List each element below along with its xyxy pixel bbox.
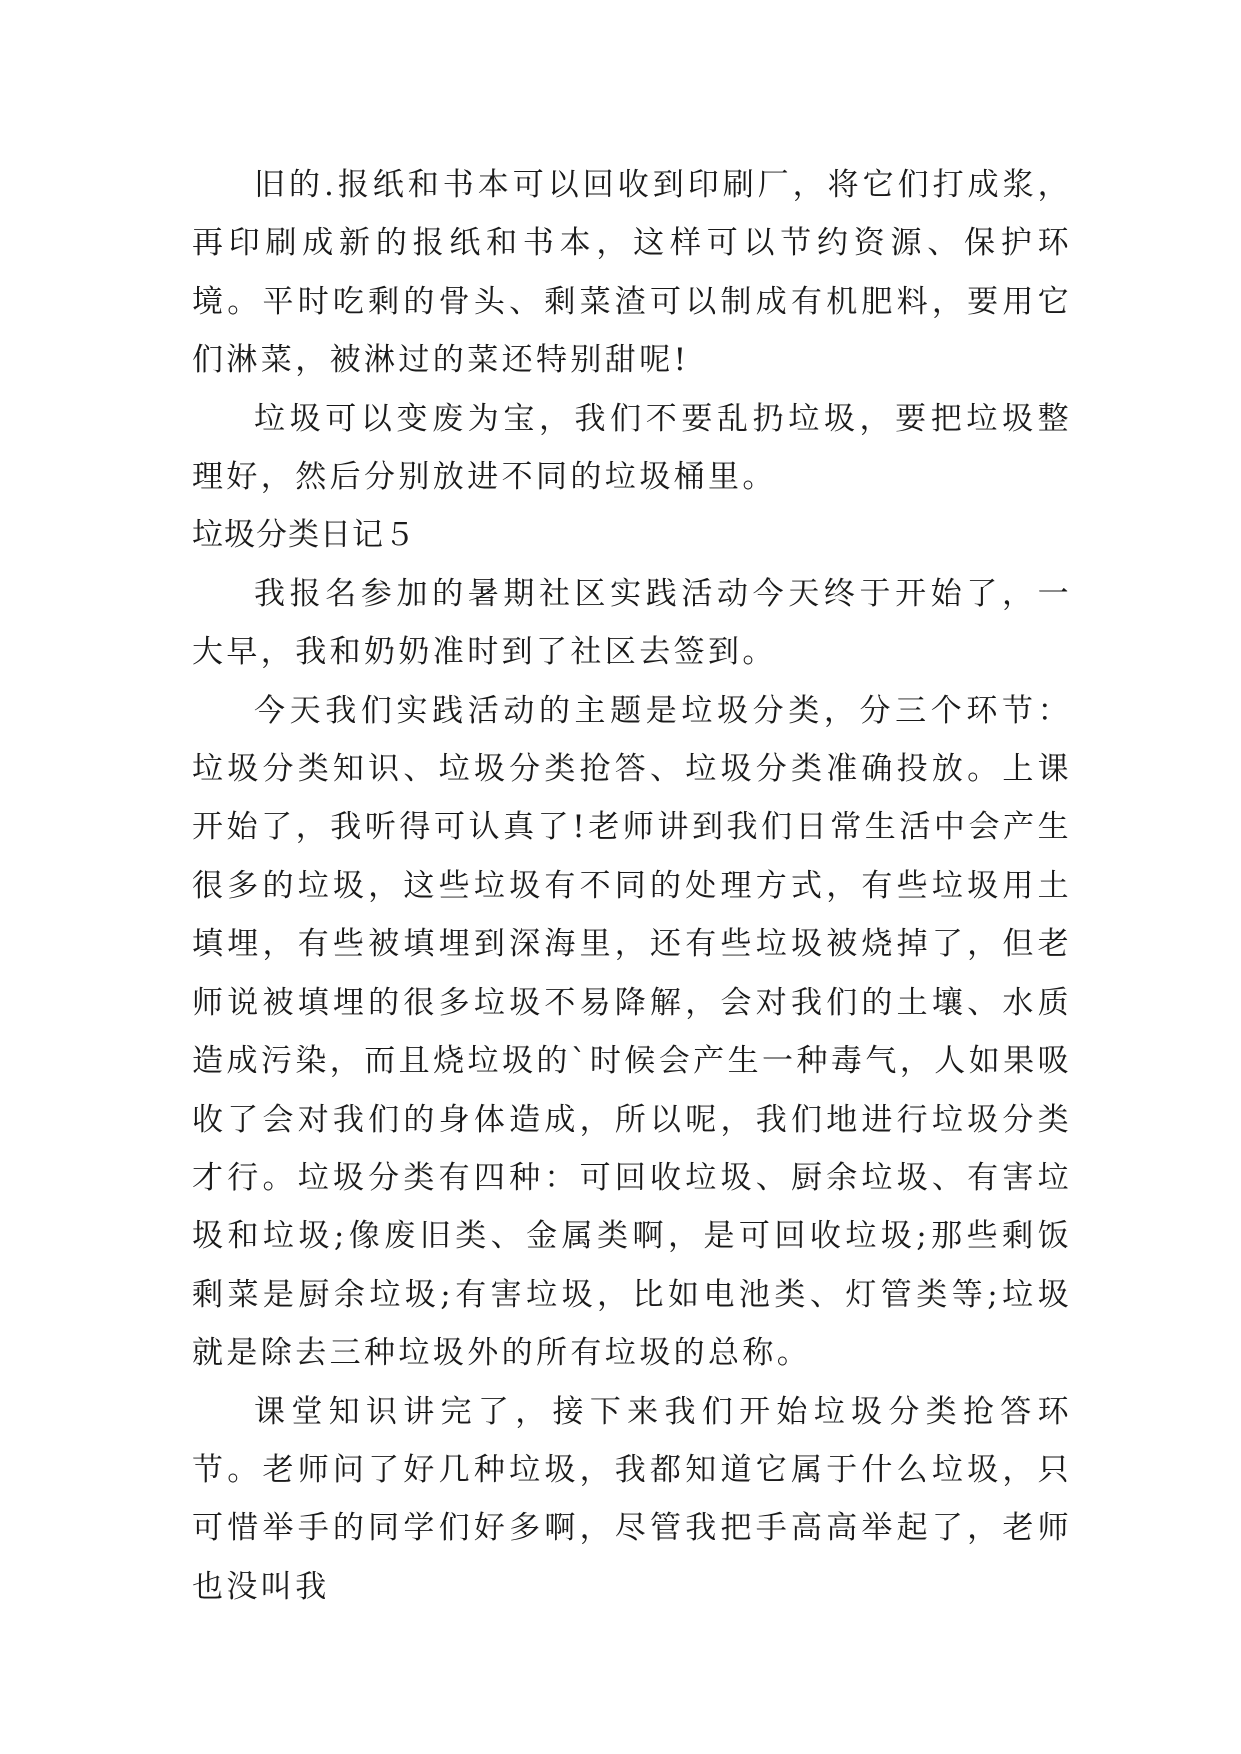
section-heading: 垃圾分类日记５ bbox=[192, 517, 416, 554]
paragraph-quiz: 课堂知识讲完了，接下来我们开始垃圾分类抢答环节。老师问了好几种垃圾，我都知道它属于什么垃圾，只可惜举手的同学们好多啊，尽管我把手高高举起了，老师也没叫我 bbox=[192, 1393, 1072, 1605]
paragraph-activity-theme: 今天我们实践活动的主题是垃圾分类，分三个环节：垃圾分类知识、垃圾分类抢答、垃圾分类准确投放。上课开始了，我听得可认真了!老师讲到我们日常生活中会产生很多的垃圾，这些垃圾有不同的处理方式，有些垃圾用土填埋，有些被填埋到深海里，还有些垃圾被烧掉了，但老师说被填埋的很多垃圾不易降解，会对我们的土壤、水质造成污染，而且烧垃圾的`时候会产生一种毒气，人如果吸收了会对我们的身体造成，所以呢，我们地进行垃圾分类才行。垃圾分类有四种：可回收垃圾、厨余垃圾、有害垃圾和垃圾;像废旧类、金属类啊，是可回收垃圾;那些剩饭剩菜是厨余垃圾;有害垃圾，比如电池类、灯管类等;垃圾就是除去三种垃圾外的所有垃圾的总称。 bbox=[192, 692, 1072, 1372]
paragraph-recycling-paper: 旧的.报纸和书本可以回收到印刷厂，将它们打成浆，再印刷成新的报纸和书本，这样可以节约资源、保护环境。平时吃剩的骨头、剩菜渣可以制成有机肥料，要用它们淋菜，被淋过的菜还特别甜呢! bbox=[192, 167, 1072, 379]
paragraph-signup: 我报名参加的暑期社区实践活动今天终于开始了，一大早，我和奶奶准时到了社区去签到。 bbox=[192, 575, 1072, 671]
paragraph-waste-to-treasure: 垃圾可以变废为宝，我们不要乱扔垃圾，要把垃圾整理好，然后分别放进不同的垃圾桶里。 bbox=[192, 400, 1072, 496]
document-body bbox=[192, 156, 1072, 1616]
